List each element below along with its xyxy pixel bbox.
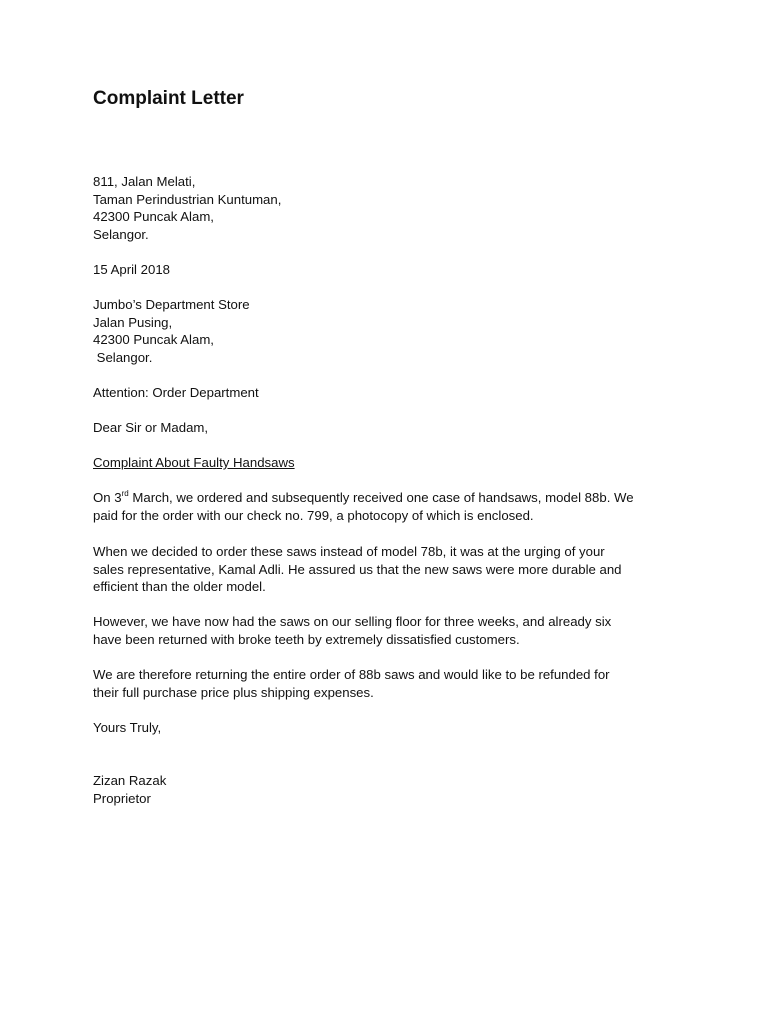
paragraph-order-details — [93, 489, 683, 524]
paragraph-line: When we decided to order these saws instead of model 78b, it was at the urging of your — [93, 544, 605, 559]
document-title: Complaint Letter — [93, 88, 244, 109]
sender-address-line: Selangor. — [93, 226, 149, 242]
paragraph-text: March, we ordered and subsequently received one case of handsaws, model 88b. We — [128, 490, 634, 505]
paragraph-line: We are therefore returning the entire order of 88b saws and would like to be refunded for — [93, 667, 610, 682]
signatory-title: Proprietor — [93, 790, 151, 806]
recipient-address-line: Selangor. — [93, 349, 153, 365]
closing — [93, 719, 161, 737]
paragraph-returns — [93, 613, 683, 648]
paragraph-refund-request — [93, 666, 683, 701]
sender-address-line: 811, Jalan Melati, — [93, 174, 196, 189]
paragraph-line: paid for the order with our check no. 799, a photocopy of which is enclosed. — [93, 507, 534, 523]
recipient-address-line: Jalan Pusing, — [93, 314, 173, 330]
paragraph-line: efficient than the older model. — [93, 579, 266, 594]
salutation — [93, 419, 208, 437]
closing-text: Yours Truly, — [93, 720, 162, 735]
paragraph-line: have been returned with broke teeth by extremely dissatisfied customers. — [93, 631, 520, 647]
signatory-name: Zizan Razak — [93, 773, 167, 788]
sender-address-line: 42300 Puncak Alam, — [93, 209, 214, 224]
signature-block — [93, 772, 166, 807]
salutation-text: Dear Sir or Madam, — [93, 420, 209, 435]
date-text: 15 April 2018 — [93, 262, 170, 277]
sender-address — [93, 173, 281, 243]
attention-line — [93, 384, 259, 402]
paragraph-line — [93, 489, 683, 507]
paragraph-line: However, we have now had the saws on our selling floor for three weeks, and already six — [93, 614, 612, 629]
letter-page — [93, 0, 693, 1024]
paragraph-line: sales representative, Kamal Adli. He assured us that the new saws were more durable and — [93, 561, 622, 577]
attention-text: Attention: Order Department — [93, 385, 259, 400]
paragraph-sales-rep — [93, 543, 683, 596]
subject-text: Complaint About Faulty Handsaws — [93, 455, 295, 470]
sender-address-line: Taman Perindustrian Kuntuman, — [93, 191, 282, 207]
recipient-address-line: Jumbo’s Department Store — [93, 297, 250, 312]
letter-date — [93, 261, 170, 279]
subject-line — [93, 454, 295, 472]
paragraph-line: their full purchase price plus shipping expenses. — [93, 684, 374, 700]
recipient-address-line: 42300 Puncak Alam, — [93, 332, 214, 347]
recipient-address — [93, 296, 250, 366]
paragraph-text: On 3 — [93, 490, 122, 505]
ordinal-superscript: rd — [121, 488, 129, 498]
